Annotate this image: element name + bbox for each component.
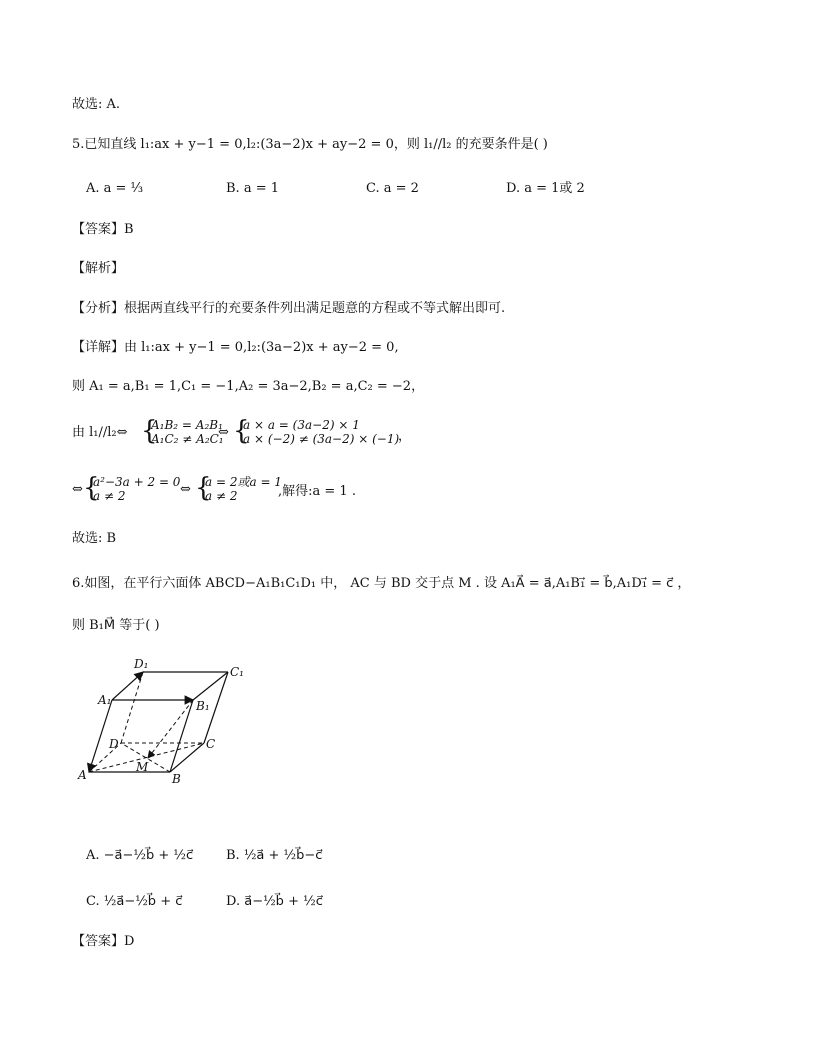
system2-suffix: ,解得:a = 1 . (278, 484, 356, 499)
vector-b1-m (148, 700, 193, 758)
label-a1: A₁ (98, 693, 112, 707)
answer-6: 【答案】D (72, 934, 135, 949)
analysis-heading-5: 【解析】 (72, 261, 125, 276)
system1-suffix: ， (398, 429, 412, 444)
option-6d: D. a⃗−½b⃗ + ½c⃗ (226, 894, 323, 909)
system2-left-brace: { (83, 473, 100, 503)
option-6c: C. ½a⃗−½b⃗ + c⃗ (86, 894, 183, 909)
analysis-5: 【分析】根据两直线平行的充要条件列出满足题意的方程或不等式解出即可. (72, 301, 506, 316)
question-6-continued: 则 B₁M⃗ 等于( ) (72, 618, 160, 633)
edge-b-b1 (170, 700, 193, 772)
question-6: 6.如图，在平行六面体 ABCD−A₁B₁C₁D₁ 中， AC 与 BD 交于点 M . 设 A₁A⃗ = a⃗,A₁B₁⃗ = b⃗,A₁D₁⃗ = c⃗ ， (72, 576, 691, 591)
system1-prefix: 由 l₁//l₂⇔ (72, 425, 128, 440)
select-answer-b: 故选: B (72, 531, 117, 546)
system1-row4: a × (−2) ≠ (3a−2) × (−1) (243, 432, 400, 446)
option-6b: B. ½a⃗ + ½b⃗−c⃗ (226, 848, 323, 863)
question-5: 5.已知直线 l₁:ax + y−1 = 0,l₂:(3a−2)x + ay−2 = 0，则 l₁//l₂ 的充要条件是( ) (72, 137, 548, 152)
system1-left-brace: { (141, 416, 158, 446)
label-b: B (172, 772, 181, 784)
system2-row4: a ≠ 2 (205, 489, 238, 503)
label-c: C (206, 737, 216, 751)
label-b1: B₁ (196, 699, 210, 713)
system1-right-brace: { (233, 416, 250, 446)
system2-iff: ⇔ (180, 482, 191, 497)
system2-row3: a = 2或a = 1 (205, 475, 282, 489)
label-c1: C₁ (230, 665, 244, 679)
option-6a: A. −a⃗−½b⃗ + ½c⃗ (86, 848, 194, 863)
system1-row1: A₁B₂ = A₂B₁ (151, 418, 223, 432)
system2-row2: a ≠ 2 (93, 489, 126, 503)
option-5d: D. a = 1或 2 (506, 181, 585, 196)
label-d: D (109, 737, 119, 751)
system1-row3: a × a = (3a−2) × 1 (243, 418, 360, 432)
detail-5: 【详解】由 l₁:ax + y−1 = 0,l₂:(3a−2)x + ay−2 = 0, (72, 340, 399, 355)
coefficients-5: 则 A₁ = a,B₁ = 1,C₁ = −1,A₂ = 3a−2,B₂ = a,C₂ = −2， (72, 379, 425, 394)
system1-row2: A₁C₂ ≠ A₂C₁ (151, 432, 224, 446)
label-m: M (136, 760, 149, 774)
option-5b: B. a = 1 (226, 181, 279, 196)
parallelepiped-figure (72, 652, 252, 784)
option-5a: A. a = ⅓ (86, 181, 144, 196)
system2-prefix: ⇔ (72, 482, 83, 497)
label-a: A (78, 768, 87, 782)
answer-5: 【答案】B (72, 222, 134, 237)
system1-iff: ⇔ (218, 425, 229, 440)
label-d1: D₁ (134, 657, 149, 671)
system2-row1: a²−3a + 2 = 0 (93, 475, 181, 489)
select-answer-line: 故选: A. (72, 97, 121, 112)
system2-right-brace: { (195, 473, 212, 503)
option-5c: C. a = 2 (366, 181, 419, 196)
